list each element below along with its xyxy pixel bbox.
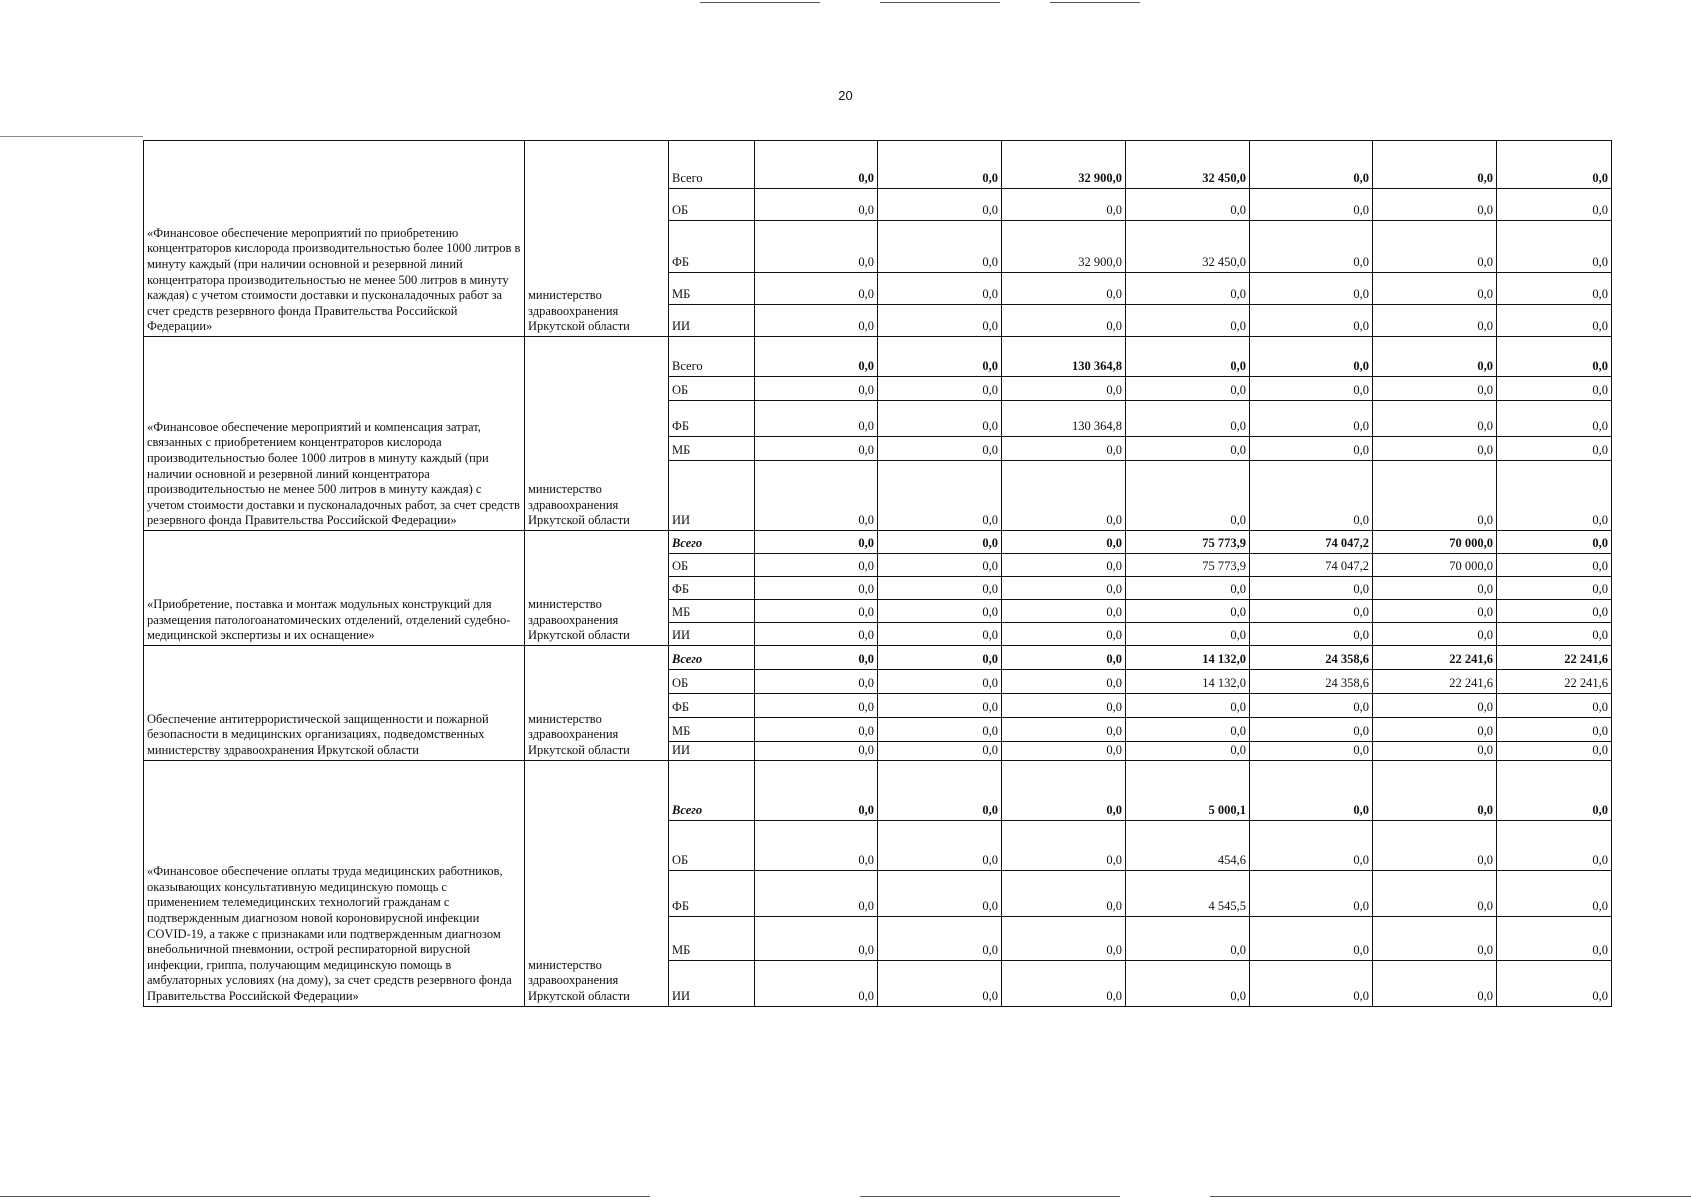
funding-source: ОБ xyxy=(669,820,755,870)
amount-cell: 0,0 xyxy=(755,221,878,273)
amount-cell: 0,0 xyxy=(1126,437,1250,461)
amount-cell: 75 773,9 xyxy=(1126,531,1250,554)
amount-cell: 24 358,6 xyxy=(1250,646,1373,670)
amount-cell: 0,0 xyxy=(755,870,878,916)
amount-cell: 0,0 xyxy=(1373,718,1497,742)
funding-source: ФБ xyxy=(669,870,755,916)
amount-cell: 0,0 xyxy=(1126,461,1250,531)
amount-cell: 0,0 xyxy=(1126,377,1250,401)
amount-cell: 0,0 xyxy=(1002,646,1126,670)
amount-cell: 0,0 xyxy=(1002,461,1126,531)
amount-cell: 0,0 xyxy=(755,718,878,742)
amount-cell: 130 364,8 xyxy=(1002,401,1126,437)
funding-source: ИИ xyxy=(669,960,755,1006)
amount-cell: 0,0 xyxy=(1497,623,1612,646)
funding-source: ИИ xyxy=(669,742,755,761)
funding-source: МБ xyxy=(669,437,755,461)
amount-cell: 0,0 xyxy=(755,742,878,761)
funding-source: ОБ xyxy=(669,670,755,694)
amount-cell: 0,0 xyxy=(1497,401,1612,437)
amount-cell: 0,0 xyxy=(878,437,1002,461)
amount-cell: 0,0 xyxy=(1126,718,1250,742)
amount-cell: 0,0 xyxy=(755,760,878,820)
amount-cell: 0,0 xyxy=(1126,577,1250,600)
amount-cell: 0,0 xyxy=(1250,461,1373,531)
amount-cell: 0,0 xyxy=(755,273,878,305)
amount-cell: 0,0 xyxy=(1497,437,1612,461)
event-description: «Финансовое обеспечение мероприятий и компенсация затрат, связанных с приобретением концентраторов кислорода производительностью более 1000 литров в минуту каждый (при наличии основной и резервной линий концентратора производительностью не менее 500 литров в минуту каждая) с учетом стоимости доставки и пусконаладочных работ, за счет средств резервного фонда Правительства Российской Федерации» xyxy=(144,337,525,531)
amount-cell: 0,0 xyxy=(1373,820,1497,870)
amount-cell: 0,0 xyxy=(1373,377,1497,401)
funding-source: Всего xyxy=(669,531,755,554)
amount-cell: 0,0 xyxy=(1126,960,1250,1006)
funding-source: ФБ xyxy=(669,401,755,437)
amount-cell: 0,0 xyxy=(755,577,878,600)
amount-cell: 0,0 xyxy=(1250,600,1373,623)
amount-cell: 0,0 xyxy=(755,305,878,337)
amount-cell: 32 900,0 xyxy=(1002,221,1126,273)
amount-cell: 0,0 xyxy=(1250,742,1373,761)
amount-cell: 0,0 xyxy=(755,670,878,694)
amount-cell: 74 047,2 xyxy=(1250,531,1373,554)
amount-cell: 0,0 xyxy=(1373,600,1497,623)
amount-cell: 0,0 xyxy=(1497,221,1612,273)
funding-source: Всего xyxy=(669,646,755,670)
amount-cell: 0,0 xyxy=(1250,820,1373,870)
amount-cell: 0,0 xyxy=(1250,305,1373,337)
amount-cell: 0,0 xyxy=(1250,694,1373,718)
amount-cell: 0,0 xyxy=(878,189,1002,221)
amount-cell: 74 047,2 xyxy=(1250,554,1373,577)
amount-cell: 0,0 xyxy=(1002,694,1126,718)
amount-cell: 0,0 xyxy=(1250,623,1373,646)
event-description: «Приобретение, поставка и монтаж модульных конструкций для размещения патологоанатомических отделений, отделений судебно-медицинской экспертизы и их оснащение» xyxy=(144,531,525,646)
amount-cell: 0,0 xyxy=(1002,189,1126,221)
amount-cell: 0,0 xyxy=(1002,531,1126,554)
amount-cell: 0,0 xyxy=(1497,870,1612,916)
amount-cell: 0,0 xyxy=(1497,960,1612,1006)
amount-cell: 0,0 xyxy=(878,960,1002,1006)
amount-cell: 0,0 xyxy=(1126,694,1250,718)
amount-cell: 0,0 xyxy=(1497,189,1612,221)
amount-cell: 0,0 xyxy=(755,337,878,377)
amount-cell: 5 000,1 xyxy=(1126,760,1250,820)
funding-source: Всего xyxy=(669,141,755,189)
funding-source: ОБ xyxy=(669,554,755,577)
amount-cell: 0,0 xyxy=(1002,600,1126,623)
page-number: 20 xyxy=(838,88,853,103)
amount-cell: 0,0 xyxy=(878,916,1002,960)
amount-cell: 4 545,5 xyxy=(1126,870,1250,916)
amount-cell: 0,0 xyxy=(755,401,878,437)
amount-cell: 0,0 xyxy=(755,960,878,1006)
executor-name: министерство здравоохранения Иркутской области xyxy=(525,531,669,646)
amount-cell: 0,0 xyxy=(755,141,878,189)
amount-cell: 0,0 xyxy=(1250,916,1373,960)
amount-cell: 0,0 xyxy=(1373,273,1497,305)
amount-cell: 0,0 xyxy=(1002,870,1126,916)
amount-cell: 0,0 xyxy=(1250,577,1373,600)
amount-cell: 0,0 xyxy=(1126,337,1250,377)
amount-cell: 0,0 xyxy=(1373,960,1497,1006)
funding-source: МБ xyxy=(669,273,755,305)
amount-cell: 0,0 xyxy=(878,760,1002,820)
amount-cell: 0,0 xyxy=(755,600,878,623)
scan-artifact-top-1 xyxy=(700,2,820,3)
funding-source: Всего xyxy=(669,337,755,377)
event-description: «Финансовое обеспечение мероприятий по приобретению концентраторов кислорода производительностью более 1000 литров в минуту каждый (при наличии основной и резервной линий концентратора производительностью не менее 500 литров в минуту каждая) с учетом стоимости доставки и пусконаладочных работ за счет средств резервного фонда Правительства Российской Федерации» xyxy=(144,141,525,337)
amount-cell: 0,0 xyxy=(1497,305,1612,337)
amount-cell: 0,0 xyxy=(878,531,1002,554)
amount-cell: 0,0 xyxy=(1497,273,1612,305)
amount-cell: 0,0 xyxy=(755,916,878,960)
amount-cell: 0,0 xyxy=(1002,623,1126,646)
amount-cell: 0,0 xyxy=(1497,718,1612,742)
scan-artifact-bottom-1 xyxy=(0,1196,650,1197)
funding-source: ОБ xyxy=(669,377,755,401)
funding-source: МБ xyxy=(669,600,755,623)
amount-cell: 0,0 xyxy=(1126,305,1250,337)
amount-cell: 0,0 xyxy=(1126,273,1250,305)
amount-cell: 0,0 xyxy=(1497,554,1612,577)
amount-cell: 0,0 xyxy=(1002,305,1126,337)
scan-artifact-left xyxy=(0,136,143,137)
amount-cell: 0,0 xyxy=(1126,623,1250,646)
amount-cell: 0,0 xyxy=(878,221,1002,273)
scan-artifact-bottom-2 xyxy=(860,1196,1120,1197)
amount-cell: 75 773,9 xyxy=(1126,554,1250,577)
amount-cell: 0,0 xyxy=(1002,916,1126,960)
amount-cell: 0,0 xyxy=(878,670,1002,694)
amount-cell: 70 000,0 xyxy=(1373,531,1497,554)
amount-cell: 0,0 xyxy=(1497,141,1612,189)
amount-cell: 0,0 xyxy=(1002,670,1126,694)
amount-cell: 22 241,6 xyxy=(1373,646,1497,670)
amount-cell: 0,0 xyxy=(755,820,878,870)
event-description: «Финансовое обеспечение оплаты труда медицинских работников, оказывающих консультативную медицинскую помощь с применением телемедицинских технологий гражданам с подтвержденным диагнозом новой короновирусной инфекции COVID-19, а также с признаками или подтвержденным диагнозом внебольничной пневмонии, острой респираторной вирусной инфекции, гриппа, получающим медицинскую помощь в амбулаторных условиях (на дому), за счет средств резервного фонда Правительства Российской Федерации» xyxy=(144,760,525,1006)
executor-name: министерство здравоохранения Иркутской области xyxy=(525,646,669,761)
amount-cell: 0,0 xyxy=(1002,820,1126,870)
amount-cell: 0,0 xyxy=(1497,820,1612,870)
amount-cell: 0,0 xyxy=(1373,623,1497,646)
scan-artifact-top-2 xyxy=(880,2,1000,3)
funding-source: ИИ xyxy=(669,623,755,646)
table-row xyxy=(144,646,1612,670)
amount-cell: 70 000,0 xyxy=(1373,554,1497,577)
budget-table-body xyxy=(144,141,1612,1007)
amount-cell: 0,0 xyxy=(1126,742,1250,761)
amount-cell: 0,0 xyxy=(878,401,1002,437)
amount-cell: 0,0 xyxy=(1250,960,1373,1006)
funding-source: МБ xyxy=(669,916,755,960)
amount-cell: 32 450,0 xyxy=(1126,141,1250,189)
amount-cell: 0,0 xyxy=(1373,694,1497,718)
table-row xyxy=(144,141,1612,189)
amount-cell: 0,0 xyxy=(878,600,1002,623)
amount-cell: 0,0 xyxy=(1373,189,1497,221)
amount-cell: 0,0 xyxy=(1497,916,1612,960)
amount-cell: 0,0 xyxy=(1373,401,1497,437)
amount-cell: 0,0 xyxy=(755,377,878,401)
amount-cell: 14 132,0 xyxy=(1126,646,1250,670)
amount-cell: 0,0 xyxy=(1250,718,1373,742)
amount-cell: 0,0 xyxy=(1002,377,1126,401)
amount-cell: 0,0 xyxy=(1373,437,1497,461)
funding-source: ФБ xyxy=(669,221,755,273)
table-row xyxy=(144,337,1612,377)
amount-cell: 0,0 xyxy=(1002,554,1126,577)
executor-name: министерство здравоохранения Иркутской области xyxy=(525,337,669,531)
amount-cell: 0,0 xyxy=(755,189,878,221)
scan-artifact-top-3 xyxy=(1050,2,1140,3)
amount-cell: 0,0 xyxy=(755,437,878,461)
amount-cell: 0,0 xyxy=(1497,577,1612,600)
funding-source: МБ xyxy=(669,718,755,742)
amount-cell: 0,0 xyxy=(1250,760,1373,820)
amount-cell: 0,0 xyxy=(878,718,1002,742)
table-row xyxy=(144,531,1612,554)
executor-name: министерство здравоохранения Иркутской области xyxy=(525,760,669,1006)
amount-cell: 0,0 xyxy=(1373,577,1497,600)
amount-cell: 0,0 xyxy=(878,742,1002,761)
amount-cell: 0,0 xyxy=(1250,437,1373,461)
amount-cell: 0,0 xyxy=(1250,221,1373,273)
amount-cell: 0,0 xyxy=(755,623,878,646)
amount-cell: 0,0 xyxy=(878,554,1002,577)
amount-cell: 0,0 xyxy=(878,820,1002,870)
funding-source: Всего xyxy=(669,760,755,820)
amount-cell: 0,0 xyxy=(1373,141,1497,189)
amount-cell: 0,0 xyxy=(1497,461,1612,531)
amount-cell: 0,0 xyxy=(1497,377,1612,401)
funding-source: ФБ xyxy=(669,577,755,600)
funding-source: ИИ xyxy=(669,305,755,337)
amount-cell: 0,0 xyxy=(1373,305,1497,337)
amount-cell: 0,0 xyxy=(1126,189,1250,221)
amount-cell: 0,0 xyxy=(1373,742,1497,761)
amount-cell: 0,0 xyxy=(1002,960,1126,1006)
amount-cell: 0,0 xyxy=(1002,760,1126,820)
table-row xyxy=(144,760,1612,820)
amount-cell: 32 900,0 xyxy=(1002,141,1126,189)
amount-cell: 0,0 xyxy=(755,694,878,718)
amount-cell: 0,0 xyxy=(1250,337,1373,377)
amount-cell: 0,0 xyxy=(1002,577,1126,600)
amount-cell: 32 450,0 xyxy=(1126,221,1250,273)
amount-cell: 24 358,6 xyxy=(1250,670,1373,694)
amount-cell: 0,0 xyxy=(1126,401,1250,437)
amount-cell: 0,0 xyxy=(1373,760,1497,820)
budget-table xyxy=(143,140,1612,1007)
funding-source: ИИ xyxy=(669,461,755,531)
executor-name: министерство здравоохранения Иркутской области xyxy=(525,141,669,337)
amount-cell: 0,0 xyxy=(878,646,1002,670)
amount-cell: 0,0 xyxy=(1002,718,1126,742)
amount-cell: 0,0 xyxy=(1373,221,1497,273)
scan-artifact-bottom-3 xyxy=(1210,1196,1691,1197)
amount-cell: 0,0 xyxy=(878,461,1002,531)
amount-cell: 0,0 xyxy=(1497,760,1612,820)
amount-cell: 0,0 xyxy=(755,461,878,531)
amount-cell: 0,0 xyxy=(1373,870,1497,916)
amount-cell: 0,0 xyxy=(1250,401,1373,437)
amount-cell: 0,0 xyxy=(878,577,1002,600)
amount-cell: 0,0 xyxy=(878,141,1002,189)
amount-cell: 0,0 xyxy=(878,377,1002,401)
amount-cell: 0,0 xyxy=(1002,437,1126,461)
amount-cell: 0,0 xyxy=(1250,377,1373,401)
amount-cell: 0,0 xyxy=(1373,337,1497,377)
amount-cell: 0,0 xyxy=(878,623,1002,646)
amount-cell: 22 241,6 xyxy=(1373,670,1497,694)
amount-cell: 22 241,6 xyxy=(1497,670,1612,694)
funding-source: ФБ xyxy=(669,694,755,718)
amount-cell: 0,0 xyxy=(755,531,878,554)
amount-cell: 0,0 xyxy=(1002,742,1126,761)
amount-cell: 130 364,8 xyxy=(1002,337,1126,377)
amount-cell: 0,0 xyxy=(1497,694,1612,718)
amount-cell: 14 132,0 xyxy=(1126,670,1250,694)
amount-cell: 0,0 xyxy=(1250,870,1373,916)
amount-cell: 0,0 xyxy=(878,273,1002,305)
amount-cell: 0,0 xyxy=(1497,531,1612,554)
amount-cell: 0,0 xyxy=(1126,916,1250,960)
amount-cell: 0,0 xyxy=(878,305,1002,337)
amount-cell: 0,0 xyxy=(1497,337,1612,377)
amount-cell: 454,6 xyxy=(1126,820,1250,870)
amount-cell: 0,0 xyxy=(1497,742,1612,761)
amount-cell: 22 241,6 xyxy=(1497,646,1612,670)
amount-cell: 0,0 xyxy=(1250,189,1373,221)
amount-cell: 0,0 xyxy=(878,870,1002,916)
amount-cell: 0,0 xyxy=(755,646,878,670)
amount-cell: 0,0 xyxy=(1250,141,1373,189)
amount-cell: 0,0 xyxy=(878,337,1002,377)
amount-cell: 0,0 xyxy=(1126,600,1250,623)
funding-source: ОБ xyxy=(669,189,755,221)
amount-cell: 0,0 xyxy=(1250,273,1373,305)
amount-cell: 0,0 xyxy=(1002,273,1126,305)
event-description: Обеспечение антитеррористической защищенности и пожарной безопасности в медицинских организациях, подведомственных министерству здравоохранения Иркутской области xyxy=(144,646,525,761)
amount-cell: 0,0 xyxy=(1497,600,1612,623)
amount-cell: 0,0 xyxy=(1373,916,1497,960)
amount-cell: 0,0 xyxy=(755,554,878,577)
amount-cell: 0,0 xyxy=(1373,461,1497,531)
amount-cell: 0,0 xyxy=(878,694,1002,718)
